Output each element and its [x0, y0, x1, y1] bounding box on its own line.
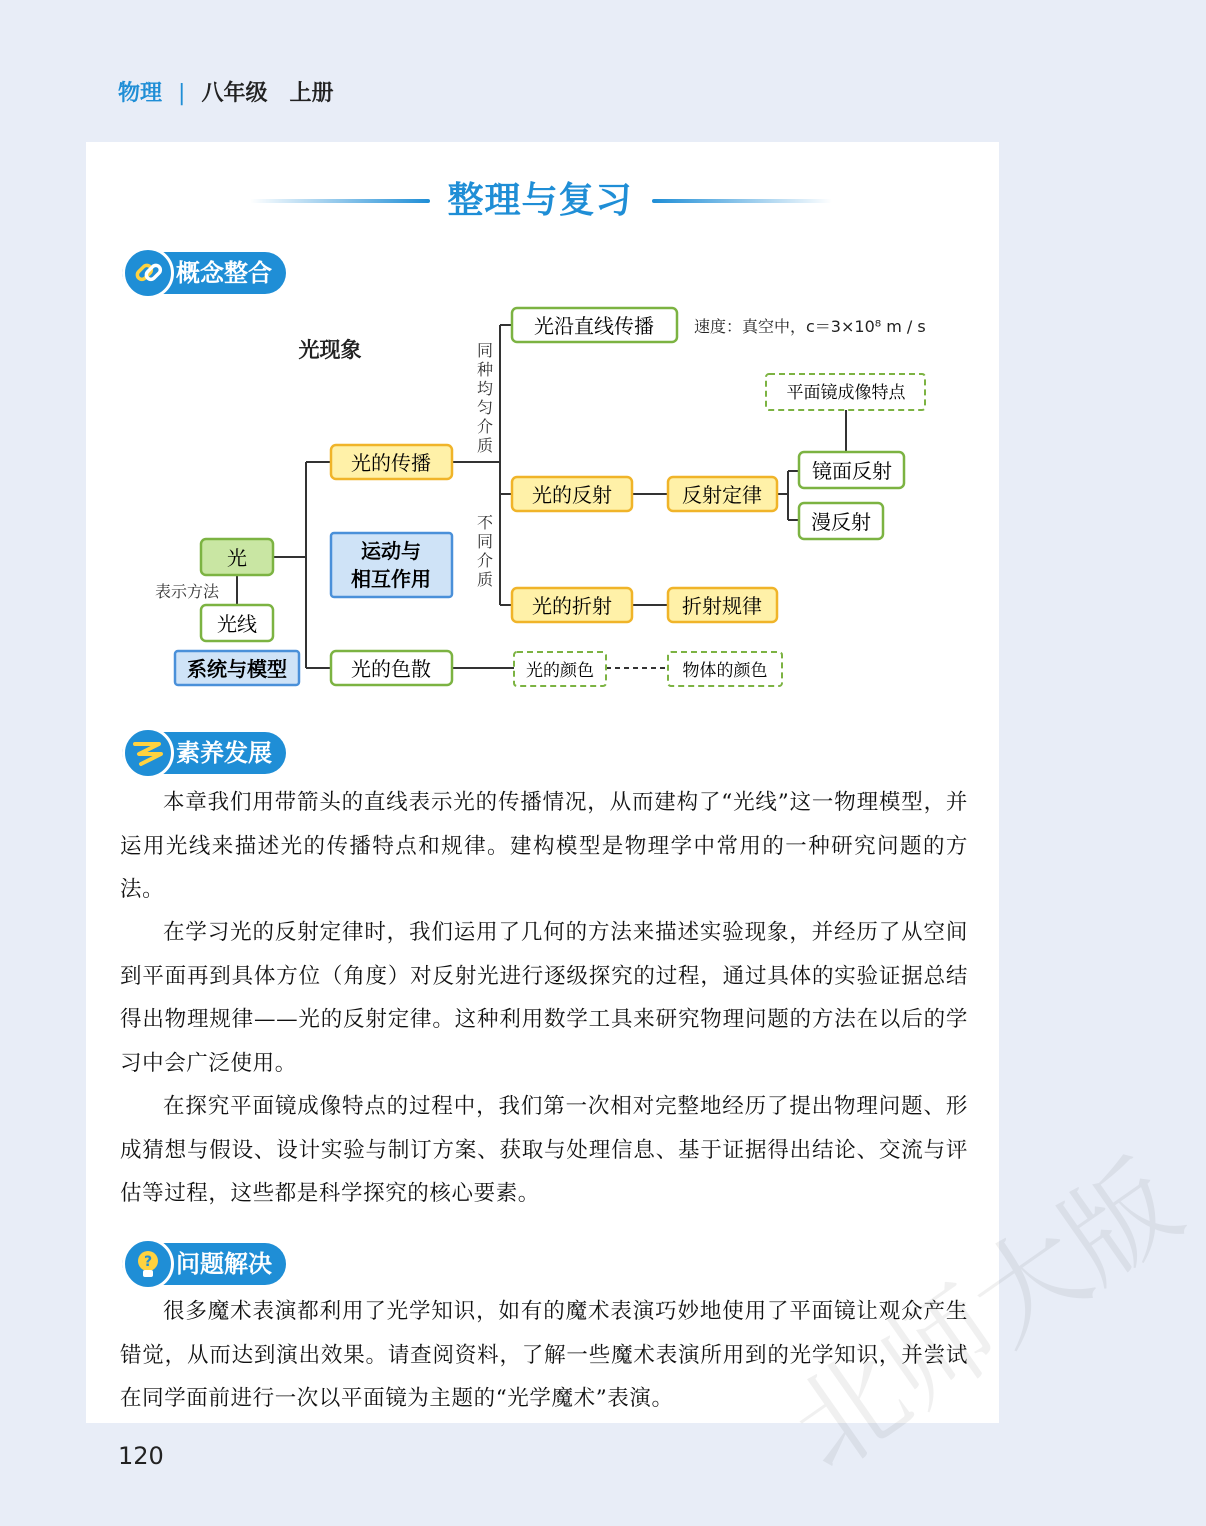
svg-text:?: ? [143, 1254, 153, 1270]
node-color-of-light: 光的颜色 [526, 661, 594, 681]
svg-text:介: 介 [476, 417, 494, 436]
page-title-block [0, 172, 1080, 228]
node-light-ray: 光线 [217, 612, 257, 636]
section-badge-problem [122, 1243, 286, 1285]
section-badge-literacy [122, 732, 286, 774]
node-diffuse: 漫反射 [811, 510, 871, 534]
svg-text:同: 同 [476, 532, 494, 551]
svg-text:同: 同 [476, 341, 494, 360]
node-color-of-object: 物体的颜色 [682, 661, 768, 681]
node-dispersion: 光的色散 [351, 657, 431, 681]
page-number: 120 [118, 1442, 164, 1470]
svg-text:介: 介 [476, 551, 494, 570]
subject-label: 物理 [118, 81, 163, 106]
node-plane-mirror: 平面镜成像特点 [786, 383, 906, 403]
svg-text:不: 不 [476, 513, 494, 532]
svg-text:质: 质 [476, 436, 494, 455]
svg-text:均: 均 [476, 379, 494, 398]
svg-text:质: 质 [476, 570, 494, 589]
diagram-heading: 光现象 [298, 338, 362, 362]
title-divider-right [652, 199, 832, 203]
node-light: 光 [227, 546, 247, 570]
node-straight-line: 光沿直线传播 [534, 314, 654, 338]
section-label: 素养发展 [176, 739, 272, 767]
zigzag-arrow-icon [122, 727, 174, 779]
different-medium-label [477, 513, 493, 589]
section-label: 概念整合 [176, 259, 272, 287]
paragraph-2: 在学习光的反射定律时，我们运用了几何的方法来描述实验现象，并经历了从空间到平面再到具体方位（角度）对反射光进行逐级探究的过程，通过具体的实验证据总结得出物理规律——光的反射定律。这种利用数学工具来研究物理问题的方法在以后的学习中会广泛使用。 [120, 920, 968, 1076]
node-motion-line1: 运动与 [361, 539, 421, 563]
concept-map [0, 300, 1080, 730]
representation-label: 表示方法 [154, 582, 220, 601]
paragraph-4: 很多魔术表演都利用了光学知识，如有的魔术表演巧妙地使用了平面镜让观众产生错觉，从而达到演出效果。请查阅资料，了解一些魔术表演所用到的光学知识，并尝试在同学面前进行一次以平面镜为主题的“光学魔术”表演。 [120, 1299, 968, 1411]
publisher-watermark: 北师大版 [768, 1137, 1203, 1495]
speed-note: 速度：真空中，c＝3×10⁸ m / s [694, 317, 926, 336]
node-propagation: 光的传播 [351, 451, 431, 475]
node-specular: 镜面反射 [812, 459, 892, 483]
link-icon [122, 247, 174, 299]
paragraph-1: 本章我们用带箭头的直线表示光的传播情况，从而建构了“光线”这一物理模型，并运用光线来描述光的传播特点和规律。建构模型是物理学中常用的一种研究问题的方法。 [120, 790, 968, 902]
title-divider-left [250, 199, 430, 203]
node-refraction-law: 折射规律 [682, 594, 762, 618]
grade-label: 八年级 上册 [201, 81, 334, 106]
lightbulb-icon [122, 1238, 174, 1290]
node-motion-line2: 相互作用 [351, 567, 431, 591]
section-badge-concept [122, 252, 286, 294]
section-label: 问题解决 [176, 1250, 272, 1278]
svg-text:种: 种 [476, 360, 494, 379]
node-reflection-law: 反射定律 [682, 483, 762, 507]
svg-text:匀: 匀 [476, 398, 494, 417]
page-header [118, 76, 333, 107]
page-title: 整理与复习 [447, 180, 633, 221]
paragraph-3: 在探究平面镜成像特点的过程中，我们第一次相对完整地经历了提出物理问题、形成猜想与假设、设计实验与制订方案、获取与处理信息、基于证据得出结论、交流与评估等过程，这些都是科学探究的核心要素。 [120, 1094, 968, 1206]
header-separator: | [178, 81, 186, 106]
node-refraction: 光的折射 [532, 594, 612, 618]
same-medium-label [477, 341, 493, 455]
node-reflection: 光的反射 [532, 483, 612, 507]
node-system-model: 系统与模型 [187, 657, 287, 681]
